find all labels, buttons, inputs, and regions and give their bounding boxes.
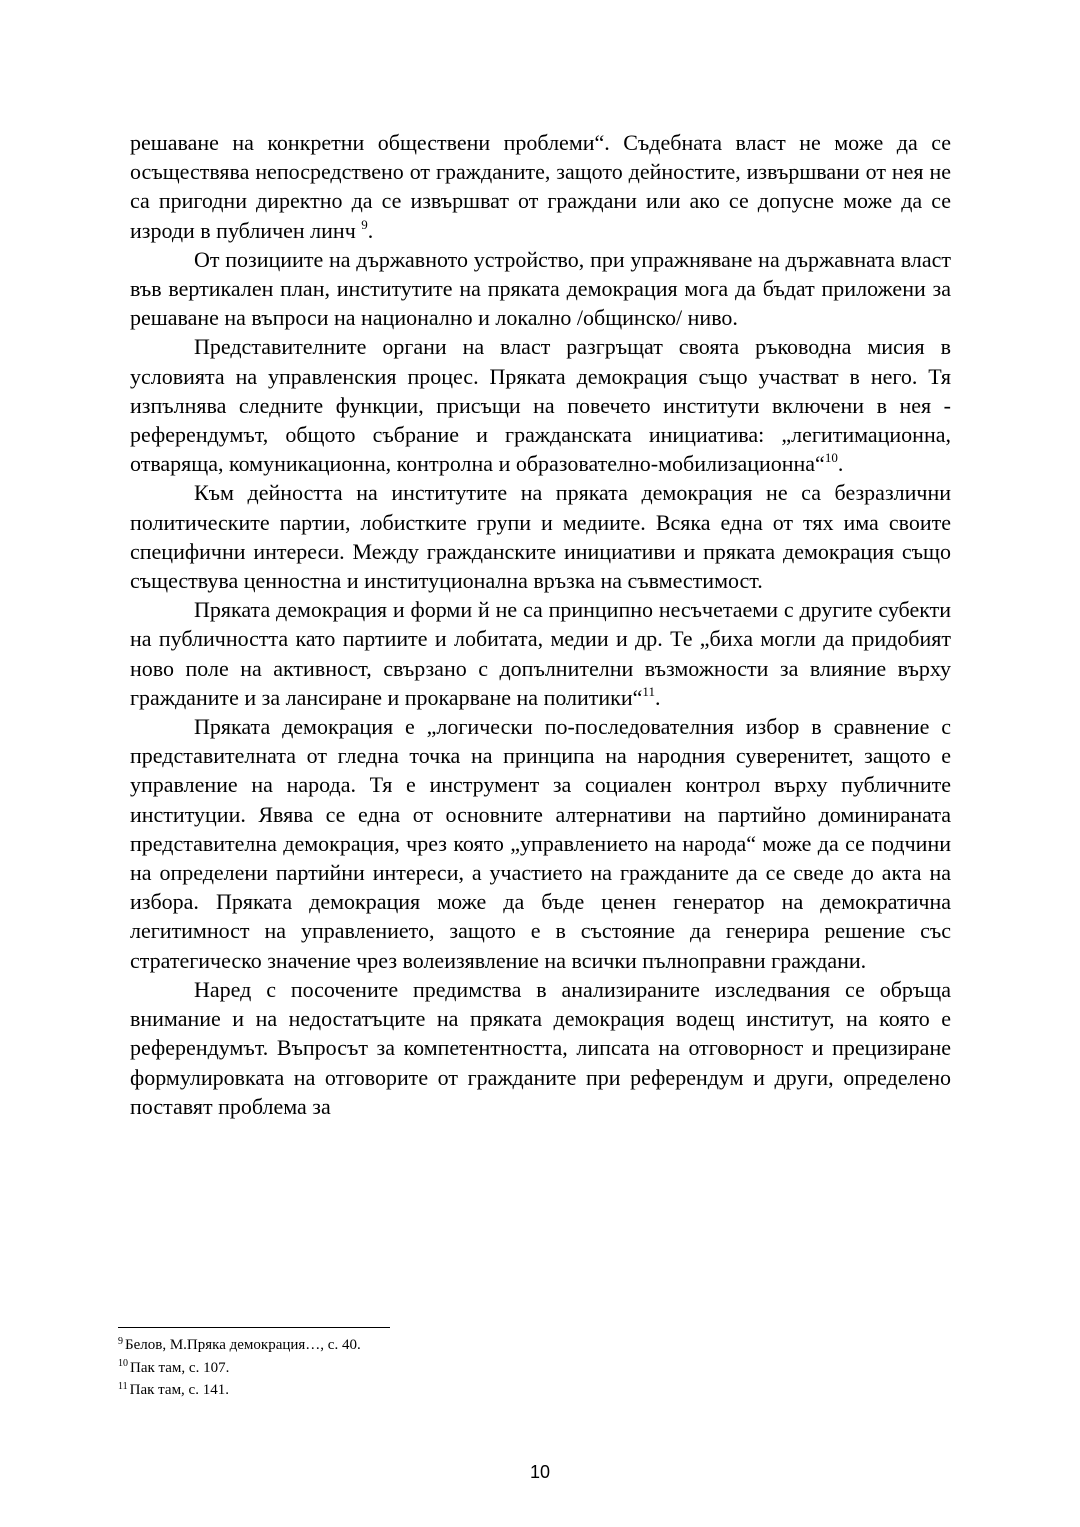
paragraph-text: Представителните органи на власт разгръщат своята ръководна мисия в условията на управленския процес. Пряката демокрация също участват в него. Тя изпълнява следните функции, присъщи на повечето институти включени в нея - референдумът, общото събрание и гражданската инициатива: „легитимационна, отваряща, комуникационна, контролна и образователно-мобилизационна“	[130, 334, 951, 477]
paragraph	[130, 595, 951, 712]
footnote-number: 10	[118, 1358, 128, 1369]
paragraph	[130, 478, 951, 595]
body-text	[130, 128, 951, 1121]
page-number: 10	[529, 1462, 551, 1482]
paragraph	[130, 332, 951, 478]
paragraph-text: Пряката демокрация е „логически по-последователния избор в сравнение с представителната от гледна точка на принципа на народния суверенитет, защото е управление на народа. Тя е инструмент за социален контрол върху публичните институции. Явява се една от основните алтернативи на партийно доминираната представителна демокрация, чрез която „управлението на народа“ може да се подчини на определени партийни интереси, а участието на гражданите да се сведе до акта на избора. Пряката демокрация може да бъде ценен генератор на демократична легитимност на управлението, защото е в състояние да генерира решение със стратегическо значение чрез волеизявление на всички пълноправни граждани.	[130, 714, 951, 973]
paragraph-text: От позициите на държавното устройство, при упражняване на държавната власт във вертикален план, институтите на пряката демокрация мога да бъдат приложени за решаване на въпроси на национално и локално /общинско/ ниво.	[130, 246, 951, 331]
footnote-number: 9	[118, 1335, 123, 1347]
footnote-reference: 9	[361, 216, 368, 232]
paragraph	[130, 245, 951, 333]
paragraph-text: .	[837, 451, 844, 477]
paragraph-text: Наред с посочените предимства в анализираните изследвания се обръща внимание и на недостатъците на пряката демокрация водещ институт, на която е референдумът. Въпросът за компетентността, липсата на отговорност и прецизиране формулировката на отговорите от гражданите при референдум и други, определено поставят проблема за	[130, 976, 951, 1119]
footnote-reference: 10	[824, 450, 838, 466]
footnote-text: Белов, М.Пряка демокрация…, с. 40.	[125, 1337, 361, 1353]
paragraph-text: Пряката демокрация и форми й не са принципно несъчетаеми с другите субекти на публичността като партиите и лобитата, медии и др. Те „биха могли да придобият ново поле на активност, свързано с допълнителни възможности за влияние върху гражданите и за лансиране и прокарване на политики“	[130, 597, 951, 710]
paragraph-text: решаване на конкретни обществени проблеми“. Съдебната власт не може да се осъществява непосредствено от гражданите, защото дейностите, извършвани от нея не са пригодни директно да се извършват от граждани или ако се допусне може да се изроди в публичен линч	[130, 130, 951, 243]
paragraph-text: .	[654, 684, 661, 710]
paragraph	[130, 712, 951, 975]
footnote-item	[118, 1335, 938, 1358]
footnote-item	[118, 1380, 938, 1403]
footnote-separator	[118, 1327, 390, 1328]
footnote-text: Пак там, с. 141.	[129, 1382, 229, 1398]
footnote-item	[118, 1358, 938, 1381]
paragraph	[130, 975, 951, 1121]
paragraph	[130, 128, 951, 245]
footnote-text: Пак там, с. 107.	[130, 1359, 230, 1376]
paragraph-text: Към дейността на институтите на пряката демокрация не са безразлични политическите партии, лобистките групи и медиите. Всяка една от тях има своите специфични интереси. Между гражданските инициативи и пряката демокрация също съществува ценностна и институционална връзка на съвместимост.	[130, 480, 951, 594]
footnotes	[118, 1335, 938, 1403]
footnote-reference: 11	[642, 683, 655, 699]
paragraph-text: .	[367, 217, 374, 243]
footnote-number: 11	[118, 1380, 128, 1392]
